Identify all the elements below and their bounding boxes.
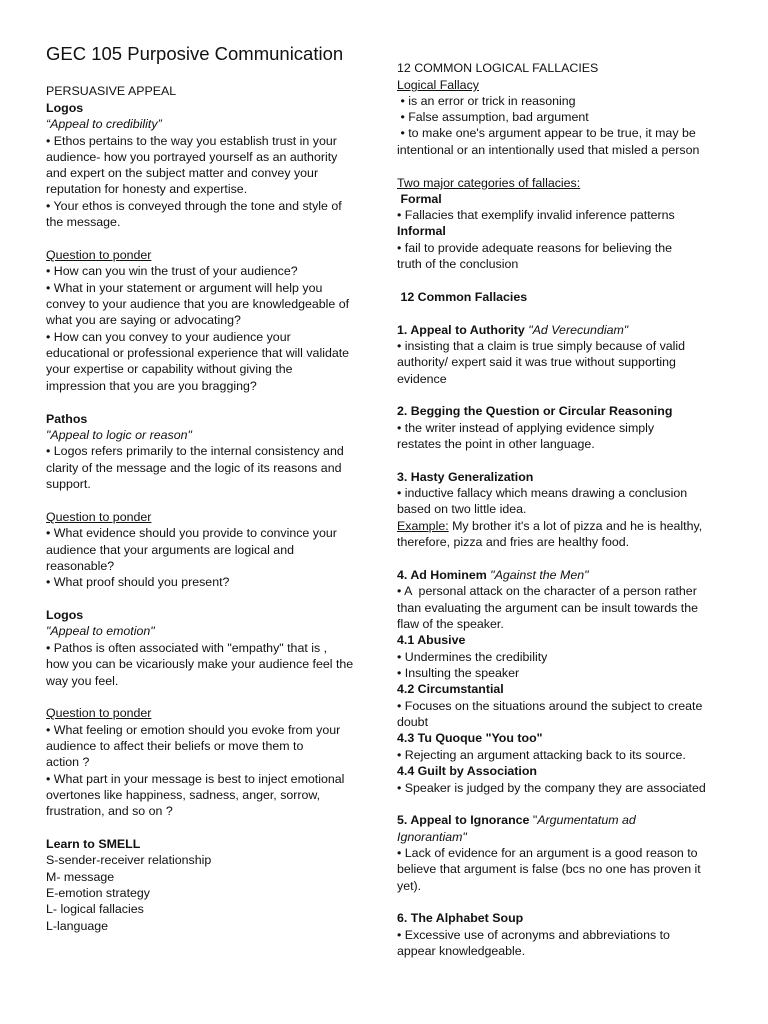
fallacy-2-line: • the writer instead of applying evidence simply [397,421,655,435]
question-heading: Question to ponder [46,248,152,262]
fallacy-3-line: • inductive fallacy which means drawing a conclusion [397,486,688,500]
fallacy-5-line: yet). [397,879,422,893]
fallacy-5-quote: " [529,813,538,827]
logos-heading: Logos [46,608,84,622]
persuasive-appeal-heading: PERSUASIVE APPEAL [46,84,177,98]
smell-line: E-emotion strategy [46,886,150,900]
fallacy-6-heading: 6. The Alphabet Soup [397,911,524,925]
logos-line: how you can be vicariously make your audience feel the [46,657,354,671]
logos-subheading: "Appeal to emotion" [46,624,155,638]
formal-heading: Formal [397,192,442,206]
question-line: • How can you convey to your audience your [46,330,291,344]
question-line: overtones like happiness, sadness, anger, sorrow, [46,788,321,802]
common-fallacies-heading: 12 Common Fallacies [397,290,528,304]
fallacy-4-1-heading: 4.1 Abusive [397,633,466,647]
fallacy-5-latin-cont: Ignorantiam" [397,830,467,844]
question-line: • How can you win the trust of your audience? [46,264,298,278]
fallacy-4-2-line: • Focuses on the situations around the subject to create [397,699,703,713]
fallacy-6-line: appear knowledgeable. [397,944,526,958]
fallacy-4-heading: 4. Ad Hominem [397,568,487,582]
fallacy-3-heading: 3. Hasty Generalization [397,470,534,484]
ethos-heading: Logos [46,101,84,115]
ethos-line: audience- how you portrayed yourself as an authority [46,150,338,164]
pathos-heading: Pathos [46,412,88,426]
question-heading: Question to ponder [46,706,152,720]
question-line: frustration, and so on ? [46,804,173,818]
smell-heading: Learn to SMELL [46,837,141,851]
ethos-subheading: “Appeal to credibility” [46,117,162,131]
fallacy-1-title [397,322,628,338]
question-heading: Question to ponder [46,510,152,524]
question-line: reasonable? [46,559,115,573]
question-line: • What part in your message is best to inject emotional [46,772,345,786]
ethos-line: • Ethos pertains to the way you establish trust in your [46,134,337,148]
informal-heading: Informal [397,224,446,238]
fallacy-5-title [397,812,636,828]
fallacy-5-heading: 5. Appeal to Ignorance [397,813,530,827]
fallacy-4-line: flaw of the speaker. [397,617,504,631]
fallacy-4-line: • A personal attack on the character of a person rather [397,584,697,598]
example-text: My brother it's a lot of pizza and he is healthy, [448,519,703,533]
fallacy-1-heading: 1. Appeal to Authority [397,323,525,337]
fallacy-4-3-line: • Rejecting an argument attacking back to its source. [397,748,686,762]
smell-line: S-sender-receiver relationship [46,853,212,867]
pathos-line: clarity of the message and the logic of its reasons and [46,461,342,475]
fallacy-1-line: • insisting that a claim is true simply because of valid [397,339,686,353]
fallacy-1-line: authority/ expert said it was true without supporting [397,355,676,369]
question-line: what you are saying or advocating? [46,313,241,327]
fallacy-4-line: than evaluating the argument can be insult towards the [397,601,699,615]
question-line: your expertise or capability without giving the [46,362,293,376]
pathos-line: • Logos refers primarily to the internal consistency and [46,444,344,458]
fallacy-4-2-heading: 4.2 Circumstantial [397,682,504,696]
ethos-line: and expert on the subject matter and convey your [46,166,319,180]
fallacies-main-heading: 12 COMMON LOGICAL FALLACIES [397,61,599,75]
ethos-line: reputation for honesty and expertise. [46,182,248,196]
fallacy-4-latin: "Against the Men" [486,568,589,582]
smell-line: L- logical fallacies [46,902,144,916]
question-line: • What in your statement or argument will help you [46,281,323,295]
fallacy-4-title [397,567,589,583]
smell-line: L-language [46,919,109,933]
logos-line: • Pathos is often associated with "empathy" that is , [46,641,328,655]
question-line: convey to your audience that you are knowledgeable of [46,297,350,311]
logical-fallacy-line: • is an error or trick in reasoning [397,94,576,108]
fallacy-4-4-heading: 4.4 Guilt by Association [397,764,537,778]
ethos-line: • Your ethos is conveyed through the tone and style of [46,199,342,213]
question-line: audience to affect their beliefs or move them to [46,739,304,753]
fallacy-4-1-line: • Insulting the speaker [397,666,520,680]
fallacy-5-line: believe that argument is false (bcs no one has proven it [397,862,701,876]
categories-heading: Two major categories of fallacies: [397,176,581,190]
question-line: • What proof should you present? [46,575,230,589]
smell-line: M- message [46,870,115,884]
fallacy-4-2-line: doubt [397,715,429,729]
question-line: • What feeling or emotion should you evoke from your [46,723,341,737]
fallacy-1-latin: "Ad Verecundiam" [524,323,629,337]
question-line: educational or professional experience that will validate [46,346,350,360]
logical-fallacy-line: • to make one's argument appear to be true, it may be [397,126,696,140]
logos-line: way you feel. [46,674,119,688]
fallacy-3-example [397,518,702,534]
question-line: audience that your arguments are logical and [46,543,294,557]
ethos-line: the message. [46,215,121,229]
question-line: action ? [46,755,90,769]
logical-fallacy-line: intentional or an intentionally used that misled a person [397,143,700,157]
example-label: Example: [397,519,449,533]
fallacy-4-4-line: • Speaker is judged by the company they are associated [397,781,706,795]
question-line: • What evidence should you provide to convince your [46,526,337,540]
fallacy-2-line: restates the point in other language. [397,437,595,451]
question-line: impression that you are you bragging? [46,379,257,393]
fallacy-3-example-line: therefore, pizza and fries are healthy food. [397,535,630,549]
logical-fallacy-line: • False assumption, bad argument [397,110,589,124]
formal-line: • Fallacies that exemplify invalid inference patterns [397,208,675,222]
fallacy-4-1-line: • Undermines the credibility [397,650,548,664]
informal-line: • fail to provide adequate reasons for believing the [397,241,673,255]
logical-fallacy-heading: Logical Fallacy [397,78,479,92]
fallacy-6-line: • Excessive use of acronyms and abbreviations to [397,928,670,942]
fallacy-4-3-heading: 4.3 Tu Quoque "You too" [397,731,543,745]
fallacy-1-line: evidence [397,372,447,386]
page-title: GEC 105 Purposive Communication [46,43,344,64]
pathos-subheading: "Appeal to logic or reason" [46,428,192,442]
fallacy-5-line: • Lack of evidence for an argument is a good reason to [397,846,698,860]
informal-line: truth of the conclusion [397,257,519,271]
fallacy-3-line: based on two little idea. [397,502,527,516]
fallacy-2-heading: 2. Begging the Question or Circular Reasoning [397,404,673,418]
fallacy-5-latin: Argumentatum ad [537,813,636,827]
pathos-line: support. [46,477,91,491]
